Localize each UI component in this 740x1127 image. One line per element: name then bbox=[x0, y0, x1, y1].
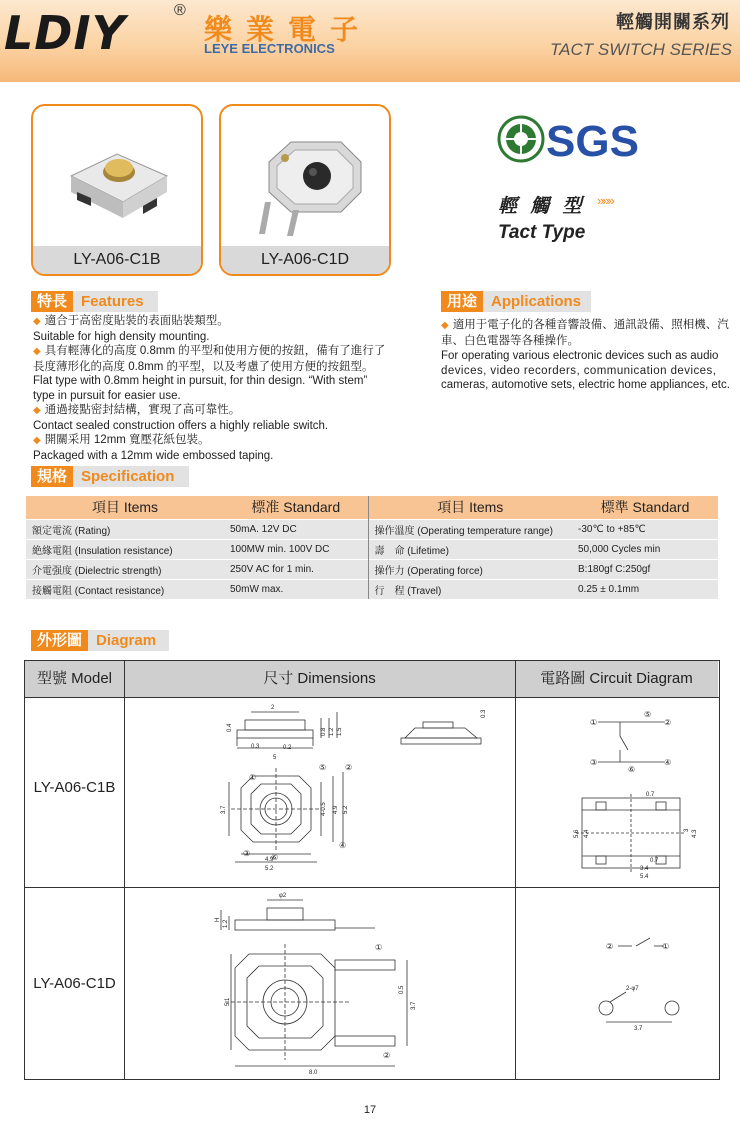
applications-title-cn: 用途 bbox=[441, 291, 483, 312]
column-header-dimensions: 尺寸 Dimensions bbox=[124, 661, 515, 697]
product-photo-c1b bbox=[31, 104, 203, 276]
diamond-icon: ◆ bbox=[33, 435, 41, 446]
table-cell: 操作力 (Operating force) bbox=[368, 559, 572, 579]
page-number: 17 bbox=[363, 1104, 377, 1116]
specification-header bbox=[31, 466, 189, 487]
dim-label: 2-φ7 bbox=[626, 986, 639, 992]
pin-label: ⑥ bbox=[271, 853, 279, 862]
pin-label: ③ bbox=[243, 849, 251, 858]
series-title-cn: 輕觸開關系列 bbox=[616, 12, 730, 32]
dim-label: H bbox=[215, 917, 221, 922]
specification-title-en: Specification bbox=[81, 468, 175, 485]
switch-c1b-image bbox=[33, 106, 201, 246]
pin-label: ① bbox=[249, 773, 257, 782]
dim-label: 5.1 bbox=[225, 997, 231, 1006]
features-header bbox=[31, 291, 158, 312]
brand-name-cn: 樂業電子 bbox=[204, 14, 373, 45]
product-label-c1d: LY-A06-C1D bbox=[221, 246, 389, 274]
dim-label: 4.4 bbox=[584, 829, 590, 838]
type-title-cn: 輕 觸 型 bbox=[498, 196, 586, 217]
column-header: 項目 Items bbox=[26, 496, 224, 519]
dim-label: 1.2 bbox=[329, 727, 335, 736]
table-cell: 100MW min. 100V DC bbox=[224, 539, 368, 559]
feature-line: 開關采用 12mm 寬壓花紙包裝。 bbox=[44, 434, 210, 446]
specification-table bbox=[26, 496, 718, 599]
features-title-cn: 特長 bbox=[31, 291, 73, 312]
dim-label: 0.3 bbox=[251, 744, 260, 750]
series-title-en: TACT SWITCH SERIES bbox=[550, 40, 732, 59]
circuit-diagram-c1d bbox=[516, 888, 717, 1080]
node-label: ⑥ bbox=[628, 765, 636, 774]
pin-label: ⑤ bbox=[319, 763, 327, 772]
application-line: devices, video recorders, communication devices, bbox=[441, 364, 717, 377]
feature-line: 通過接點密封結構，實現了高可靠性。 bbox=[44, 404, 241, 416]
dim-label: 3.4 bbox=[640, 866, 649, 872]
table-cell: 絶緣電阻 (Insulation resistance) bbox=[26, 539, 224, 559]
table-cell: 介電强度 (Dielectric strength) bbox=[26, 559, 224, 579]
table-header-row bbox=[26, 496, 718, 519]
dim-label: 0.2 bbox=[283, 745, 292, 751]
node-label: ⑤ bbox=[644, 710, 652, 719]
node-label: ④ bbox=[664, 758, 672, 767]
column-header: 標準 Standard bbox=[572, 496, 718, 519]
table-cell: 壽 命 (Lifetime) bbox=[368, 539, 572, 559]
table-cell: -30℃ to +85℃ bbox=[572, 519, 718, 539]
circuit-diagram-c1b bbox=[516, 698, 717, 886]
dim-label: φ2 bbox=[279, 893, 287, 899]
switch-c1d-image bbox=[221, 106, 389, 246]
table-cell: 50mW max. bbox=[224, 579, 368, 599]
column-header: 項目 Items bbox=[368, 496, 572, 519]
dim-label: 3 bbox=[684, 828, 690, 832]
product-photo-c1d bbox=[219, 104, 391, 276]
dim-label: 1.2 bbox=[223, 919, 229, 928]
product-label-c1b: LY-A06-C1B bbox=[33, 246, 201, 274]
dim-label: 3.7 bbox=[634, 1026, 643, 1032]
diagram-title-cn: 外形圖 bbox=[31, 630, 88, 651]
table-row bbox=[26, 519, 718, 539]
features-title-en: Features bbox=[81, 293, 144, 310]
application-line: For operating various electronic devices such as audio bbox=[441, 350, 719, 362]
table-cell: 操作溫度 (Operating temperature range) bbox=[368, 519, 572, 539]
dim-label: 8.0 bbox=[309, 1070, 318, 1076]
application-line: cameras, automotive sets, electric home appliances, etc. bbox=[441, 379, 730, 391]
table-cell: 0.25 ± 0.1mm bbox=[572, 579, 718, 599]
application-line: 車、白色電器等各種操作。 bbox=[441, 334, 579, 347]
features-list bbox=[33, 314, 413, 463]
node-label: ① bbox=[662, 942, 670, 951]
sgs-logo bbox=[494, 112, 674, 168]
dim-label: 0.7 bbox=[650, 858, 659, 864]
table-row bbox=[26, 579, 718, 599]
table-cell: 接觸電阻 (Contact resistance) bbox=[26, 579, 224, 599]
feature-line: Packaged with a 12mm wide embossed taping. bbox=[33, 449, 274, 462]
node-label: ② bbox=[606, 942, 614, 951]
arrows-icon: »»» bbox=[597, 193, 613, 208]
model-c1d: LY-A06-C1D bbox=[33, 975, 116, 992]
dim-label: 4.9 bbox=[333, 805, 339, 814]
feature-line: 具有輕薄化的高度 0.8mm 的平型和使用方便的按鈕，備有了進行了 bbox=[44, 345, 386, 357]
dim-label: 5.6 bbox=[574, 829, 580, 838]
applications-title-en: Applications bbox=[491, 293, 582, 310]
brand-logo: LDIY bbox=[4, 6, 126, 60]
type-title-en: Tact Type bbox=[498, 222, 586, 243]
column-header: 標准 Standard bbox=[224, 496, 368, 519]
table-cell: 額定電流 (Rating) bbox=[26, 519, 224, 539]
table-cell: B:180gf C:250gf bbox=[572, 559, 718, 579]
specification-title-cn: 規格 bbox=[31, 466, 73, 487]
diagram-header bbox=[31, 630, 169, 651]
column-header-model: 型號 Model bbox=[25, 661, 124, 697]
dim-label: 5.2 bbox=[265, 866, 274, 872]
column-header-circuit: 電路圖 Circuit Diagram bbox=[515, 661, 718, 697]
diamond-icon: ◆ bbox=[33, 316, 41, 327]
dim-label: 3.7 bbox=[411, 1001, 417, 1010]
dim-label: 0.3 bbox=[481, 709, 487, 718]
dim-label: 4-0.5 bbox=[321, 802, 327, 816]
diamond-icon: ◆ bbox=[33, 405, 41, 416]
dim-label: 5.2 bbox=[343, 805, 349, 814]
pin-label: ① bbox=[375, 943, 383, 952]
node-label: ③ bbox=[590, 758, 598, 767]
dim-label: 0.5 bbox=[399, 985, 405, 994]
dimension-drawing-c1b bbox=[125, 698, 514, 886]
pin-label: ② bbox=[345, 763, 353, 772]
dim-label: 4.9 bbox=[265, 857, 274, 863]
feature-line: Suitable for high density mounting. bbox=[33, 330, 210, 343]
applications-text bbox=[441, 318, 733, 393]
dim-label: 5 bbox=[273, 755, 277, 761]
dim-label: 0.7 bbox=[646, 792, 655, 798]
sgs-logo-text: SGS bbox=[546, 117, 639, 166]
diamond-icon: ◆ bbox=[441, 320, 449, 331]
dim-label: 5.4 bbox=[640, 874, 649, 880]
pin-label: ④ bbox=[339, 841, 347, 850]
applications-header bbox=[441, 291, 591, 312]
dim-label: 0.4 bbox=[227, 723, 233, 732]
node-label: ② bbox=[664, 718, 672, 727]
node-label: ① bbox=[590, 718, 598, 727]
diagram-title-en: Diagram bbox=[96, 632, 157, 649]
feature-line: Contact sealed construction offers a highly reliable switch. bbox=[33, 419, 329, 432]
diamond-icon: ◆ bbox=[33, 346, 41, 357]
dim-label: 4.3 bbox=[692, 829, 698, 838]
dim-label: 3.7 bbox=[221, 805, 227, 814]
dimension-drawing-c1d bbox=[125, 888, 514, 1080]
dim-label: 2 bbox=[271, 705, 275, 711]
feature-line: 長度薄形化的高度 0.8mm 的平型，以及考慮了使用方便的按鈕型。 bbox=[33, 360, 374, 373]
registered-mark: ® bbox=[174, 2, 186, 19]
table-row bbox=[26, 559, 718, 579]
table-row bbox=[26, 539, 718, 559]
feature-line: Flat type with 0.8mm height in pursuit, for thin design. “With stem” bbox=[33, 375, 368, 387]
application-line: 適用于電子化的各種音響設備、通訊設備、照相機、汽 bbox=[452, 319, 729, 331]
table-cell: 250V AC for 1 min. bbox=[224, 559, 368, 579]
dim-label: 0.8 bbox=[321, 727, 327, 736]
diagram-table bbox=[24, 660, 720, 1080]
table-cell: 行 程 (Travel) bbox=[368, 579, 572, 599]
pin-label: ② bbox=[383, 1051, 391, 1060]
dim-label: 1.5 bbox=[337, 727, 343, 736]
feature-line: type in pursuit for easier use. bbox=[33, 389, 181, 402]
feature-line: 適合于高密度貼裝的表面貼裝類型。 bbox=[44, 315, 229, 327]
table-cell: 50,000 Cycles min bbox=[572, 539, 718, 559]
model-c1b: LY-A06-C1B bbox=[33, 779, 116, 796]
brand-name-en: LEYE ELECTRONICS bbox=[204, 41, 335, 56]
table-cell: 50mA. 12V DC bbox=[224, 519, 368, 539]
